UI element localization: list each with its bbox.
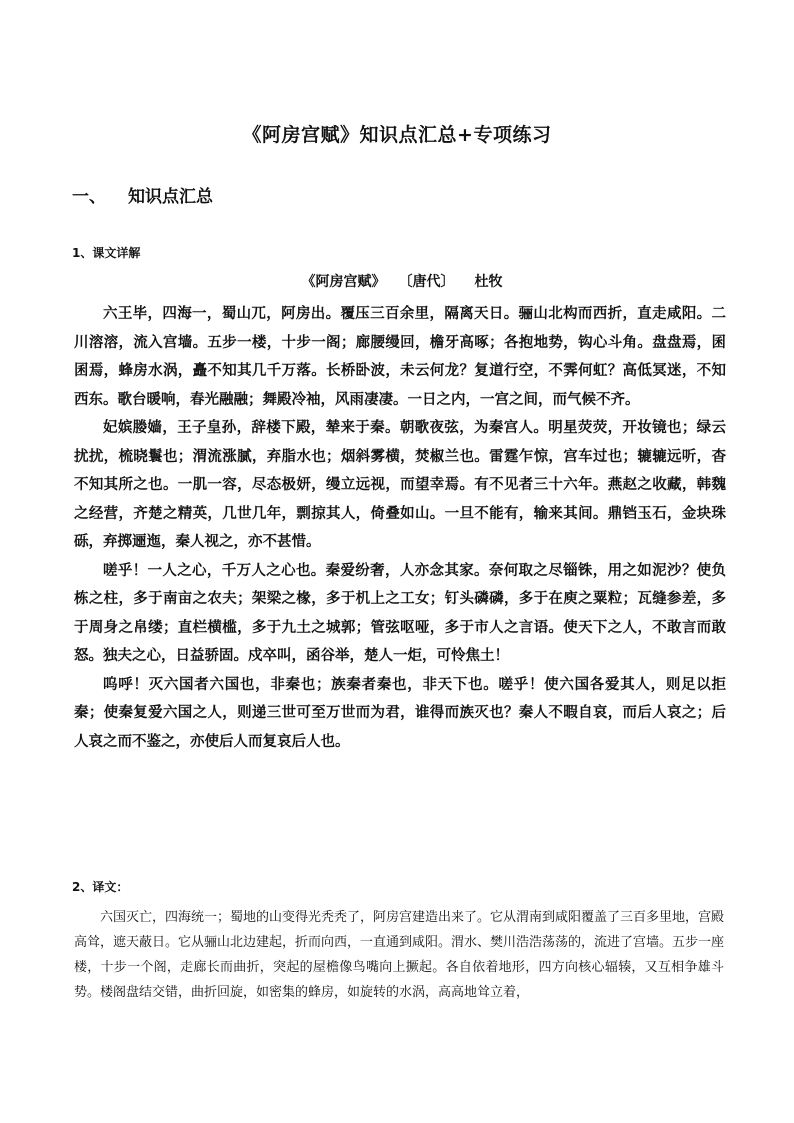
poem-dynasty: 〔唐代〕 bbox=[405, 274, 455, 290]
subsection-heading-text-detail: 1、课文详解 bbox=[72, 246, 141, 260]
classical-paragraph: 呜呼！灭六国者六国也，非秦也；族秦者秦也，非天下也。嗟乎！使六国各爱其人，则足以拒秦；使秦复爱六国之人，则递三世可至万世而为君，谁得而族灭也？秦人不暇自哀，而后人哀之；后人哀之而不鉴之，亦使后人而复哀后人也。 bbox=[74, 675, 726, 750]
classical-paragraph: 妃嫔媵嫱，王子皇孙，辞楼下殿，辇来于秦。朝歌夜弦，为秦宫人。明星荧荧，开妆镜也；绿云扰扰，梳晓鬟也；渭流涨腻，弃脂水也；烟斜雾横，焚椒兰也。雷霆乍惊，宫车过也；辘辘远听，杳不知其所之也。一肌一容，尽态极妍，缦立远视，而望幸焉。有不见者三十六年。燕赵之收藏，韩魏之经营，齐楚之精英，几世几年，剽掠其人，倚叠如山。一旦不能有，输来其间。鼎铛玉石，金块珠砾，弃掷逦迤，秦人视之，亦不甚惜。 bbox=[74, 419, 726, 550]
section-heading bbox=[72, 182, 213, 207]
classical-paragraph: 嗟乎！一人之心，千万人之心也。秦爱纷奢，人亦念其家。奈何取之尽锱铢，用之如泥沙？使负栋之柱，多于南亩之农夫；架梁之椽，多于机上之工女；钉头磷磷，多于在庾之粟粒；瓦缝参差，多于周身之帛缕；直栏横槛，多于九土之城郭；管弦呕哑，多于市人之言语。使天下之人，不敢言而敢怒。独夫之心，日益骄固。戍卒叫，函谷举，楚人一炬，可怜焦土！ bbox=[74, 561, 726, 664]
poem-name: 《阿房宫赋》 bbox=[301, 274, 386, 290]
subsection-heading-translation: 2、译文： bbox=[72, 880, 129, 894]
document-title: 《阿房宫赋》知识点汇总+专项练习 bbox=[242, 124, 552, 146]
poem-title bbox=[0, 271, 794, 291]
section-number: 一、 bbox=[72, 187, 106, 207]
classical-text bbox=[74, 300, 726, 756]
section-label: 知识点汇总 bbox=[128, 187, 213, 207]
translation-paragraph: 六国灭亡，四海统一；蜀地的山变得光秃秃了，阿房宫建造出来了。它从渭南到咸阳覆盖了三百多里地，宫殿高耸，遮天蔽日。它从骊山北边建起，折而向西，一直通到咸阳。渭水、樊川浩浩荡荡的，流进了宫墙。五步一座楼，十步一个阁，走廊长而曲折，突起的屋檐像鸟嘴向上撅起。各自依着地形，四方向核心辐辏，又互相争雄斗势。楼阁盘结交错，曲折回旋，如密集的蜂房，如旋转的水涡，高高地耸立着， bbox=[74, 910, 725, 1000]
classical-paragraph: 六王毕，四海一，蜀山兀，阿房出。覆压三百余里，隔离天日。骊山北构而西折，直走咸阳。二川溶溶，流入宫墙。五步一楼，十步一阁；廊腰缦回，檐牙高啄；各抱地势，钩心斗角。盘盘焉，囷囷焉，蜂房水涡，矗不知其几千万落。长桥卧波，未云何龙？复道行空，不霁何虹？高低冥迷，不知西东。歌台暖响，春光融融；舞殿冷袖，风雨凄凄。一日之内，一宫之间，而气候不齐。 bbox=[74, 305, 726, 408]
poem-author: 杜牧 bbox=[474, 274, 503, 290]
translation-text bbox=[74, 905, 724, 1005]
